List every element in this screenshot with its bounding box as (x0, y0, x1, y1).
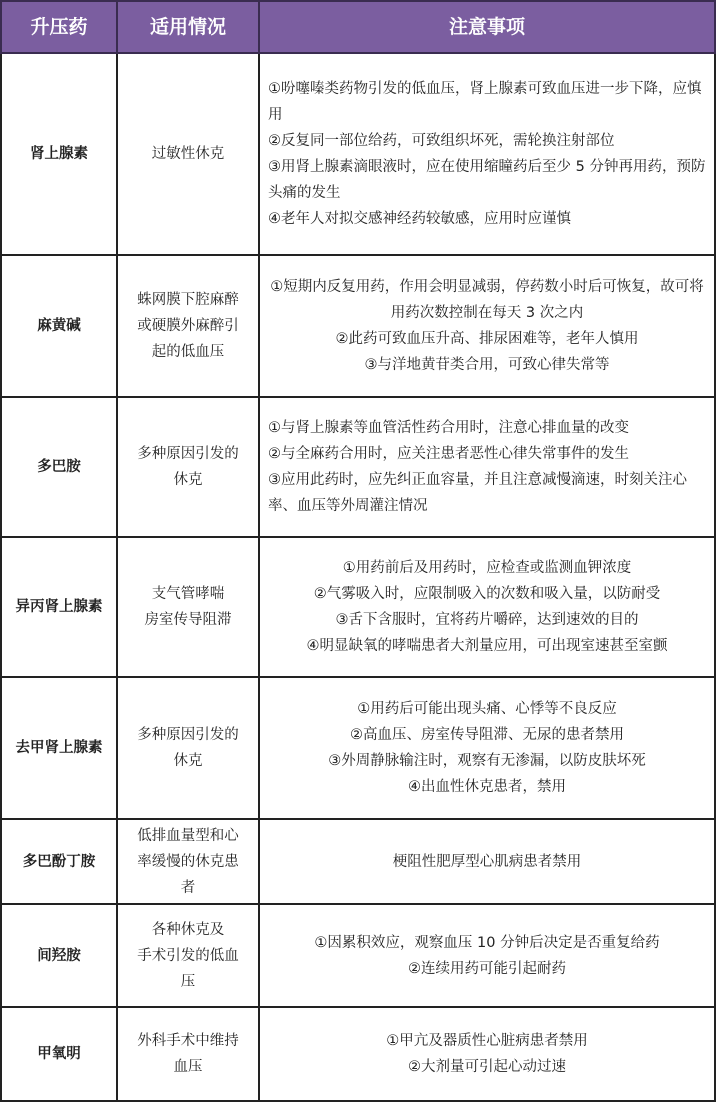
indication (117, 53, 259, 255)
precaution-item: ①因累积效应，观察血压 10 分钟后决定是否重复给药 (314, 934, 660, 951)
table-row (1, 397, 715, 537)
precaution-item: ②反复同一部位给药，可致组织坏死，需轮换注射部位 (268, 133, 615, 149)
drug-name: 多巴胺 (1, 397, 117, 537)
precaution-item: ④明显缺氧的哮喘患者大剂量应用，可出现室速甚至室颤 (306, 638, 668, 654)
table-row (1, 904, 715, 1007)
indication (117, 904, 259, 1007)
precaution-item: ②大剂量可引起心动过速 (408, 1059, 566, 1075)
table-row (1, 537, 715, 677)
precautions (259, 255, 715, 397)
indication-line: 多种原因引发的 (137, 727, 239, 743)
indication-line: 蛛网膜下腔麻醉 (137, 292, 239, 308)
indication-line: 外科手术中维持 (137, 1033, 239, 1049)
precautions (259, 904, 715, 1007)
precautions (259, 397, 715, 537)
precautions (259, 537, 715, 677)
precaution-item: ②此药可致血压升高、排尿困难等，老年人慎用 (335, 331, 639, 347)
table-row (1, 1007, 715, 1101)
header-row (1, 1, 715, 53)
indication-line: 或硬膜外麻醉引 (137, 318, 239, 334)
indication-line: 多种原因引发的 (137, 446, 239, 462)
indication-line: 率缓慢的休克患 (137, 853, 239, 870)
table-row (1, 677, 715, 819)
indication (117, 537, 259, 677)
precaution-item: ④出血性休克患者，禁用 (408, 779, 566, 795)
drug-name: 甲氧明 (1, 1007, 117, 1101)
precaution-item: ③应用此药时，应先纠正血容量，并且注意减慢滴速，时刻关注心率、血压等外周灌注情况 (268, 472, 687, 514)
indication-line: 低排血量型和心 (137, 827, 239, 844)
header-precautions: 注意事项 (259, 1, 715, 53)
precaution-item: ②气雾吸入时，应限制吸入的次数和吸入量，以防耐受 (313, 586, 661, 602)
precaution-item: ①甲亢及器质性心脏病患者禁用 (386, 1033, 588, 1049)
header-indication: 适用情况 (117, 1, 259, 53)
indication-line: 手术引发的低血 (137, 947, 239, 964)
drug-name: 间羟胺 (1, 904, 117, 1007)
drug-name: 多巴酚丁胺 (1, 819, 117, 904)
indication (117, 677, 259, 819)
precaution-item: ③与洋地黄苷类合用，可致心律失常等 (364, 357, 610, 373)
drug-name: 肾上腺素 (1, 53, 117, 255)
precautions (259, 53, 715, 255)
precaution-item: ④老年人对拟交感神经药较敏感，应用时应谨慎 (268, 211, 571, 227)
precaution-item: ①与肾上腺素等血管活性药合用时，注意心排血量的改变 (268, 420, 629, 436)
indication-line: 房室传导阻滞 (144, 612, 232, 628)
indication-line: 各种休克及 (151, 921, 225, 938)
drug-name: 异丙肾上腺素 (1, 537, 117, 677)
indication (117, 255, 259, 397)
table-row (1, 255, 715, 397)
precautions (259, 677, 715, 819)
drug-name: 麻黄碱 (1, 255, 117, 397)
header-drug: 升压药 (1, 1, 117, 53)
drug-name: 去甲肾上腺素 (1, 677, 117, 819)
precaution-item: ②连续用药可能引起耐药 (408, 960, 566, 977)
precaution-item: ③舌下含服时，宜将药片嚼碎，达到速效的目的 (335, 612, 639, 628)
table-row (1, 53, 715, 255)
precaution-item: ②与全麻药合用时，应关注患者恶性心律失常事件的发生 (268, 446, 629, 462)
precaution-item: 梗阻性肥厚型心肌病患者禁用 (392, 853, 582, 870)
precautions (259, 819, 715, 904)
indication-line: 过敏性休克 (151, 146, 225, 162)
precaution-item: ③外周静脉输注时，观察有无渗漏，以防皮肤坏死 (328, 753, 646, 769)
indication (117, 1007, 259, 1101)
table-row (1, 819, 715, 904)
indication-line: 压 (180, 973, 196, 990)
precaution-item: ③用肾上腺素滴眼液时，应在使用缩瞳药后至少 5 分钟再用药，预防头痛的发生 (268, 159, 706, 201)
precaution-item: ②高血压、房室传导阻滞、无尿的患者禁用 (350, 727, 624, 743)
indication (117, 397, 259, 537)
precaution-item: ①短期内反复用药，作用会明显减弱，停药数小时后可恢复，故可将用药次数控制在每天 3 次之内 (270, 279, 704, 321)
precaution-item: ①吩噻嗪类药物引发的低血压，肾上腺素可致血压进一步下降，应慎用 (268, 81, 702, 123)
indication-line: 者 (180, 879, 196, 896)
indication-line: 休克 (173, 472, 203, 488)
indication (117, 819, 259, 904)
indication-line: 支气管哮喘 (151, 586, 225, 602)
precaution-item: ①用药前后及用药时，应检查或监测血钾浓度 (342, 560, 632, 576)
indication-line: 血压 (173, 1059, 203, 1075)
precaution-item: ①用药后可能出现头痛、心悸等不良反应 (357, 701, 617, 717)
indication-line: 休克 (173, 753, 203, 769)
indication-line: 起的低血压 (151, 344, 225, 360)
precautions (259, 1007, 715, 1101)
